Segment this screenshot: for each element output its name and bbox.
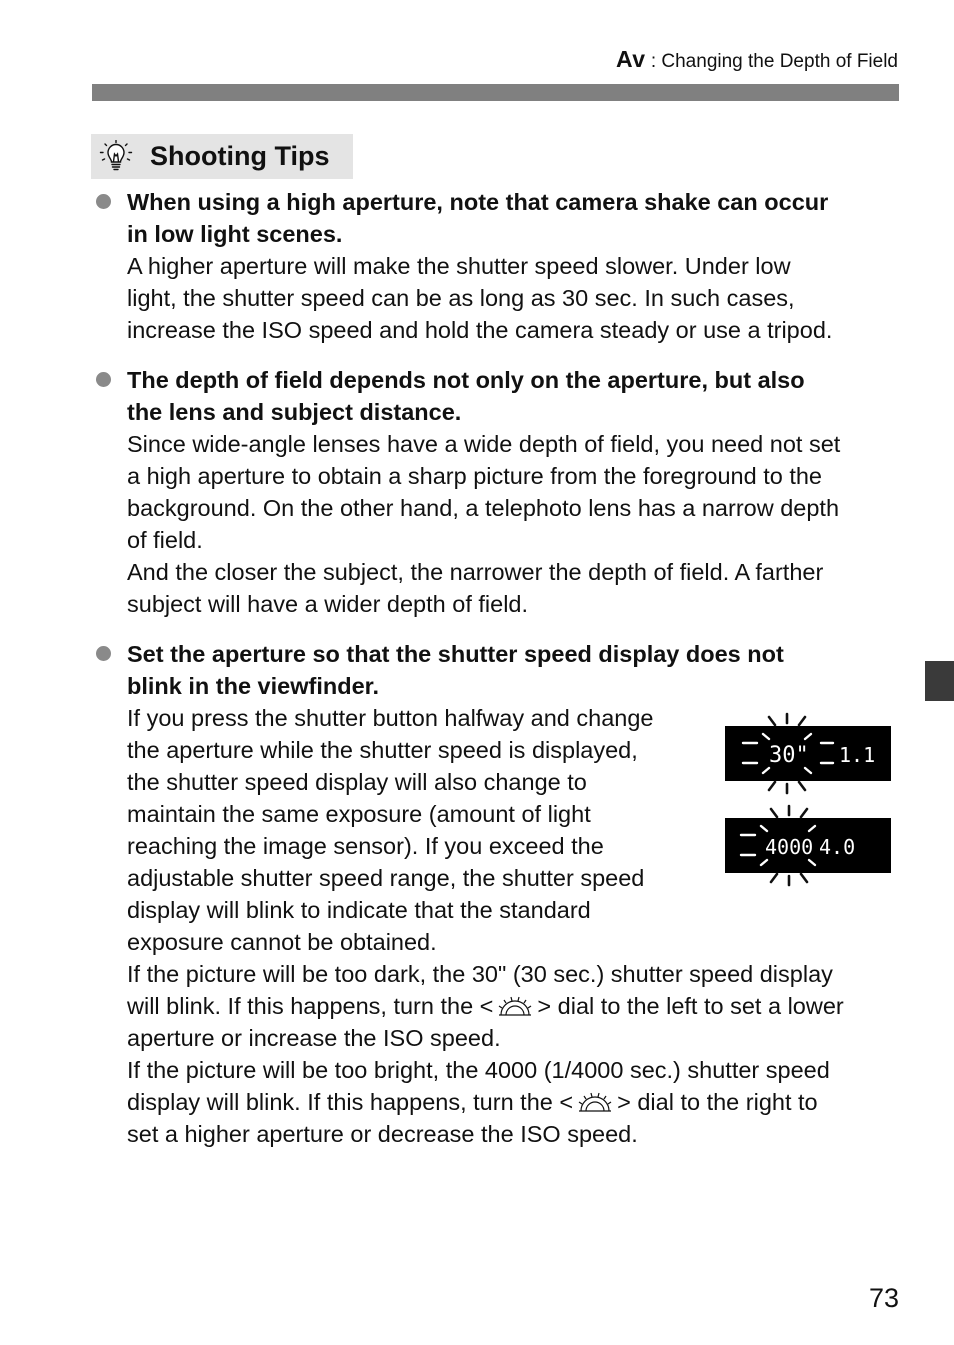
tip-2-body-line-2: a high aperture to obtain a sharp picture from the foreground to the bbox=[127, 463, 822, 489]
shutter-speed-readout: 30" bbox=[769, 743, 809, 768]
tip-2-heading-line-1: The depth of field depends not only on the aperture, but also bbox=[127, 367, 805, 393]
main-dial-icon bbox=[573, 1087, 617, 1115]
main-dial-icon bbox=[493, 991, 537, 1019]
tip-2-body-line-4: of field. bbox=[127, 527, 203, 553]
viewfinder-display-bright bbox=[725, 818, 891, 873]
tip-1-body-line-2: light, the shutter speed can be as long as 30 sec. In such cases, bbox=[127, 285, 795, 311]
tip-3-body-line-12: If the picture will be too bright, the 4000 (1/4000 sec.) shutter speed bbox=[127, 1057, 830, 1083]
tip-3-body-line-11: aperture or increase the ISO speed. bbox=[127, 1025, 501, 1051]
tip-3-body-line-9: If the picture will be too dark, the 30" (30 sec.) shutter speed display bbox=[127, 961, 833, 987]
blink-indicator-icon bbox=[725, 804, 891, 887]
blink-indicator-icon bbox=[725, 712, 891, 795]
tip-1-body-line-3: increase the ISO speed and hold the camera steady or use a tripod. bbox=[127, 317, 833, 343]
page-number: 73 bbox=[868, 1283, 899, 1313]
bullet-icon bbox=[96, 372, 111, 387]
shutter-speed-readout: 4000 bbox=[765, 835, 814, 859]
chapter-thumb-tab bbox=[925, 661, 954, 701]
shooting-tips-header bbox=[91, 134, 353, 179]
tip-1-body-line-1: A higher aperture will make the shutter speed slower. Under low bbox=[127, 253, 791, 279]
tip-3-body-line-13: display will blink. If this happens, turn the < > dial to the right to bbox=[127, 1089, 818, 1115]
tip-2-heading-line-2: the lens and subject distance. bbox=[127, 399, 462, 425]
tip-1-heading-line-2: in low light scenes. bbox=[127, 221, 343, 247]
tip-3-body-line-5: reaching the image sensor). If you exceed the bbox=[127, 833, 604, 859]
tip-2-body-line-5: And the closer the subject, the narrower the depth of field. A farther bbox=[127, 559, 824, 585]
tip-2-body-line-1: Since wide-angle lenses have a wide depth of field, you need not set bbox=[127, 431, 841, 457]
bullet-icon bbox=[96, 646, 111, 661]
tip-3-body-line-2: the aperture while the shutter speed is displayed, bbox=[127, 737, 638, 763]
tip-2-body-line-6: subject will have a wider depth of field. bbox=[127, 591, 529, 617]
viewfinder-display-dark bbox=[725, 726, 891, 781]
tip-3-body-line-6: adjustable shutter speed range, the shutter speed bbox=[127, 865, 645, 891]
tip-2-body-line-3: background. On the other hand, a telephoto lens has a narrow depth bbox=[127, 495, 840, 521]
aperture-readout: 1.1 bbox=[839, 743, 876, 767]
tip-1-heading-line-1: When using a high aperture, note that camera shake can occur bbox=[127, 189, 829, 215]
header-rule bbox=[92, 84, 899, 101]
bullet-icon bbox=[96, 194, 111, 209]
tip-3-body-line-8: exposure cannot be obtained. bbox=[127, 929, 437, 955]
tip-3-body-line-4: maintain the same exposure (amount of light bbox=[127, 801, 591, 827]
mode-label: Av bbox=[616, 46, 646, 72]
aperture-readout: 4.0 bbox=[819, 835, 856, 859]
tip-3-heading-line-2: blink in the viewfinder. bbox=[127, 673, 380, 699]
lightbulb-icon bbox=[99, 140, 133, 174]
tip-3-body-line-10: will blink. If this happens, turn the < > dial to the left to set a lower bbox=[127, 993, 844, 1019]
header-title: : Changing the Depth of Field bbox=[645, 51, 898, 72]
tip-3-body-line-3: the shutter speed display will also change to bbox=[127, 769, 587, 795]
tip-3-heading-line-1: Set the aperture so that the shutter speed display does not bbox=[127, 641, 784, 667]
tip-3-body-line-1: If you press the shutter button halfway and change bbox=[127, 705, 654, 731]
tip-3-body-line-14: set a higher aperture or decrease the ISO speed. bbox=[127, 1121, 638, 1147]
running-header bbox=[616, 46, 898, 73]
tip-3-body-line-7: display will blink to indicate that the standard bbox=[127, 897, 591, 923]
section-title: Shooting Tips bbox=[150, 141, 330, 171]
